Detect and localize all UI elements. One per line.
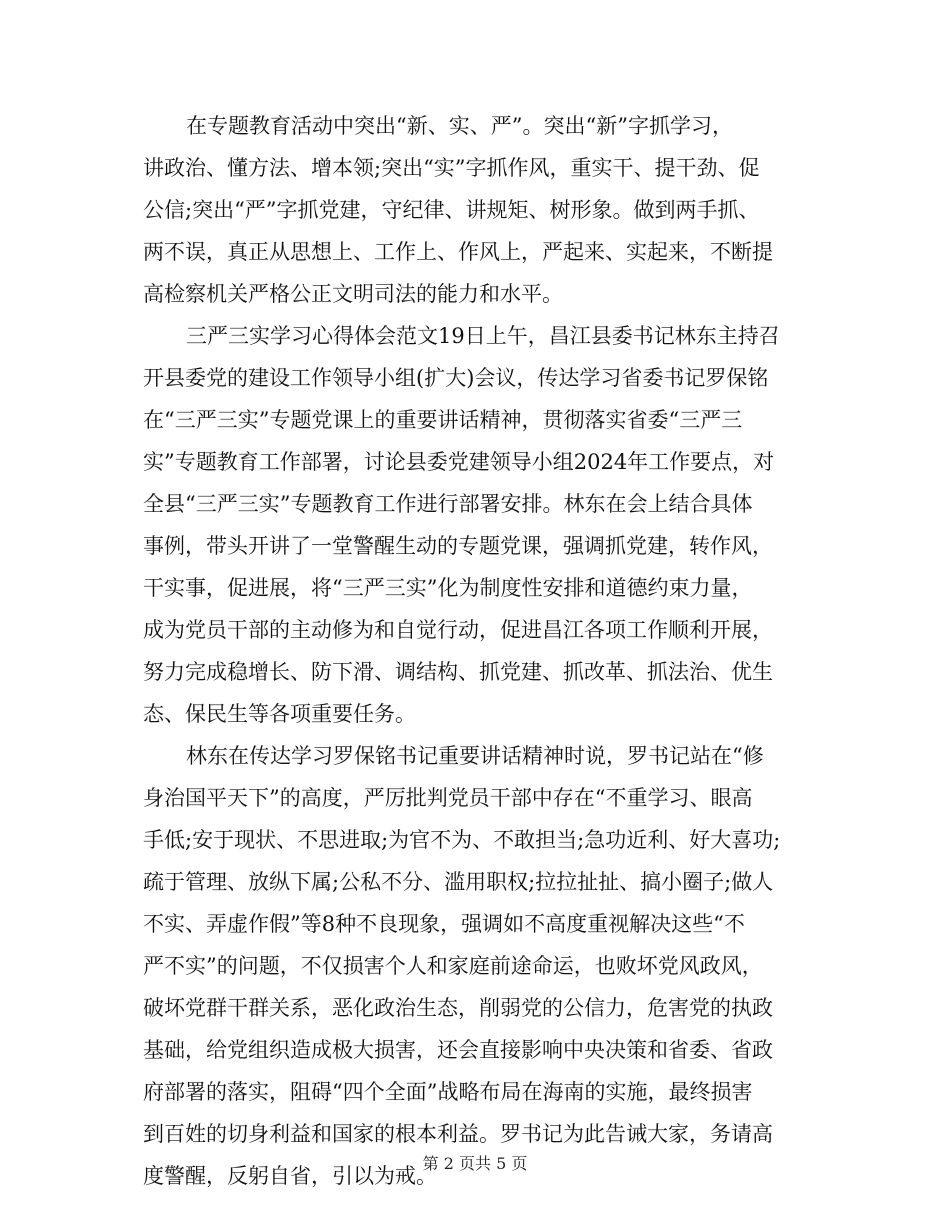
paragraph-3 [143, 735, 813, 1197]
document-body [143, 105, 813, 1197]
text-line: 三严三实学习心得体会范文19日上午，昌江县委书记林东主持召 [186, 324, 780, 348]
text-line: 全县“三严三实”专题教育工作进行部署安排。林东在会上结合具体 [143, 492, 753, 516]
text-line: 干实事，促进展，将“三严三实”化为制度性安排和道德约束力量， [143, 576, 753, 600]
text-line: 公信;突出“严”字抓党建，守纪律、讲规矩、树形象。做到两手抓、 [143, 198, 760, 222]
text-line: 讲政治、懂方法、增本领;突出“实”字抓作风，重实干、提干劲、促 [143, 156, 760, 180]
text-line: 高检察机关严格公正文明司法的能力和水平。 [143, 282, 563, 306]
text-line: 度警醒，反躬自省，引以为戒。 [143, 1164, 437, 1188]
text-line: 不实、弄虚作假”等8种不良现象，强调如不高度重视解决这些“不 [143, 912, 745, 936]
text-line: 开县委党的建设工作领导小组(扩大)会议，传达学习省委书记罗保铭 [143, 366, 769, 390]
text-line: 林东在传达学习罗保铭书记重要讲话精神时说，罗书记站在“修 [186, 744, 764, 768]
text-line: 疏于管理、放纵下属;公私不分、滥用职权;拉拉扯扯、搞小圈子;做人 [143, 870, 774, 894]
text-line: 府部署的落实，阻碍“四个全面”战略布局在海南的实施，最终损害 [143, 1080, 753, 1104]
paragraph-1 [143, 105, 813, 315]
text-line: 努力完成稳增长、防下滑、调结构、抓党建、抓改革、抓法治、优生 [143, 660, 773, 684]
text-line: 破坏党群干群关系，恶化政治生态，削弱党的公信力，危害党的执政 [143, 996, 773, 1020]
text-line: 在专题教育活动中突出“新、实、严”。突出“新”字抓学习， [186, 114, 733, 138]
text-line: 严不实”的问题，不仅损害个人和家庭前途命运，也败坏党风政风， [143, 954, 763, 978]
text-line: 实”专题教育工作部署，讨论县委党建领导小组2024年工作要点，对 [143, 450, 775, 474]
text-line: 手低;安于现状、不思进取;为官不为、不敢担当;急功近利、好大喜功; [143, 828, 781, 852]
text-line: 到百姓的切身利益和国家的根本利益。罗书记为此告诫大家，务请高 [143, 1122, 773, 1146]
text-line: 身治国平天下”的高度，严厉批判党员干部中存在“不重学习、眼高 [143, 786, 753, 810]
paragraph-2 [143, 315, 813, 735]
text-line: 事例，带头开讲了一堂警醒生动的专题党课，强调抓党建，转作风， [143, 534, 773, 558]
page-number-footer: 第 2 页共 5 页 [422, 1154, 528, 1173]
text-line: 基础，给党组织造成极大损害，还会直接影响中央决策和省委、省政 [143, 1038, 773, 1062]
text-line: 两不误，真正从思想上、工作上、作风上，严起来、实起来，不断提 [143, 240, 773, 264]
text-line: 态、保民生等各项重要任务。 [143, 702, 416, 726]
text-line: 成为党员干部的主动修为和自觉行动，促进昌江各项工作顺利开展， [143, 618, 773, 642]
text-line: 在“三严三实”专题党课上的重要讲话精神，贯彻落实省委“三严三 [143, 408, 743, 432]
